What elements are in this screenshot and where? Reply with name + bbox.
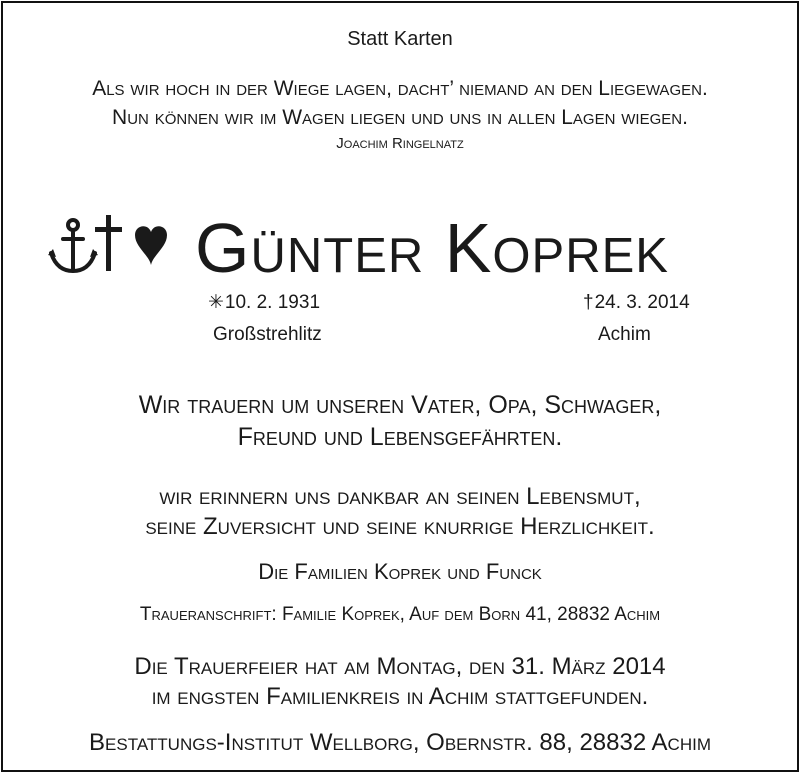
death-date: [583, 293, 690, 312]
funeral-line-1: Die Trauerfeier hat am Montag, den 31. März 2014: [134, 653, 666, 680]
birth-place: Großstrehlitz: [213, 324, 322, 345]
poem-line-2: Nun können wir im Wagen liegen und uns in allen Lagen wiegen.: [112, 106, 688, 129]
mourning-line-2: Freund und Lebensgefährten.: [237, 423, 563, 451]
poem-author: Joachim Ringelnatz: [336, 135, 464, 152]
header-statt-karten: Statt Karten: [347, 28, 453, 50]
remembrance-line-2: seine Zuversicht und seine knurrige Herzlichkeit.: [145, 513, 655, 540]
death-place: Achim: [598, 324, 651, 345]
birth-star-icon: ✳: [208, 292, 224, 313]
undertaker-info: Bestattungs-Institut Wellborg, Obernstr. 88, 28832 Achim: [89, 729, 711, 756]
mourning-address: Traueranschrift: Familie Koprek, Auf dem Born 41, 28832 Achim: [139, 604, 661, 625]
remembrance-line-1: wir erinnern uns dankbar an seinen Lebensmut,: [159, 483, 641, 510]
birth-date-value: 10. 2. 1931: [224, 292, 321, 313]
families-signature: Die Familien Koprek und Funck: [258, 559, 542, 584]
death-cross-icon: †: [583, 292, 594, 313]
deceased-name: Günter Koprek: [195, 209, 669, 287]
funeral-line-2: im engsten Familienkreis in Achim stattgefunden.: [151, 683, 649, 710]
mourning-line-1: Wir trauern um unseren Vater, Opa, Schwager,: [138, 391, 662, 419]
obituary-notice: [1, 1, 799, 772]
poem-line-1: Als wir hoch in der Wiege lagen, dacht’ niemand an den Liegewagen.: [92, 77, 708, 100]
birth-date: [208, 293, 320, 312]
death-date-value: 24. 3. 2014: [594, 292, 690, 313]
